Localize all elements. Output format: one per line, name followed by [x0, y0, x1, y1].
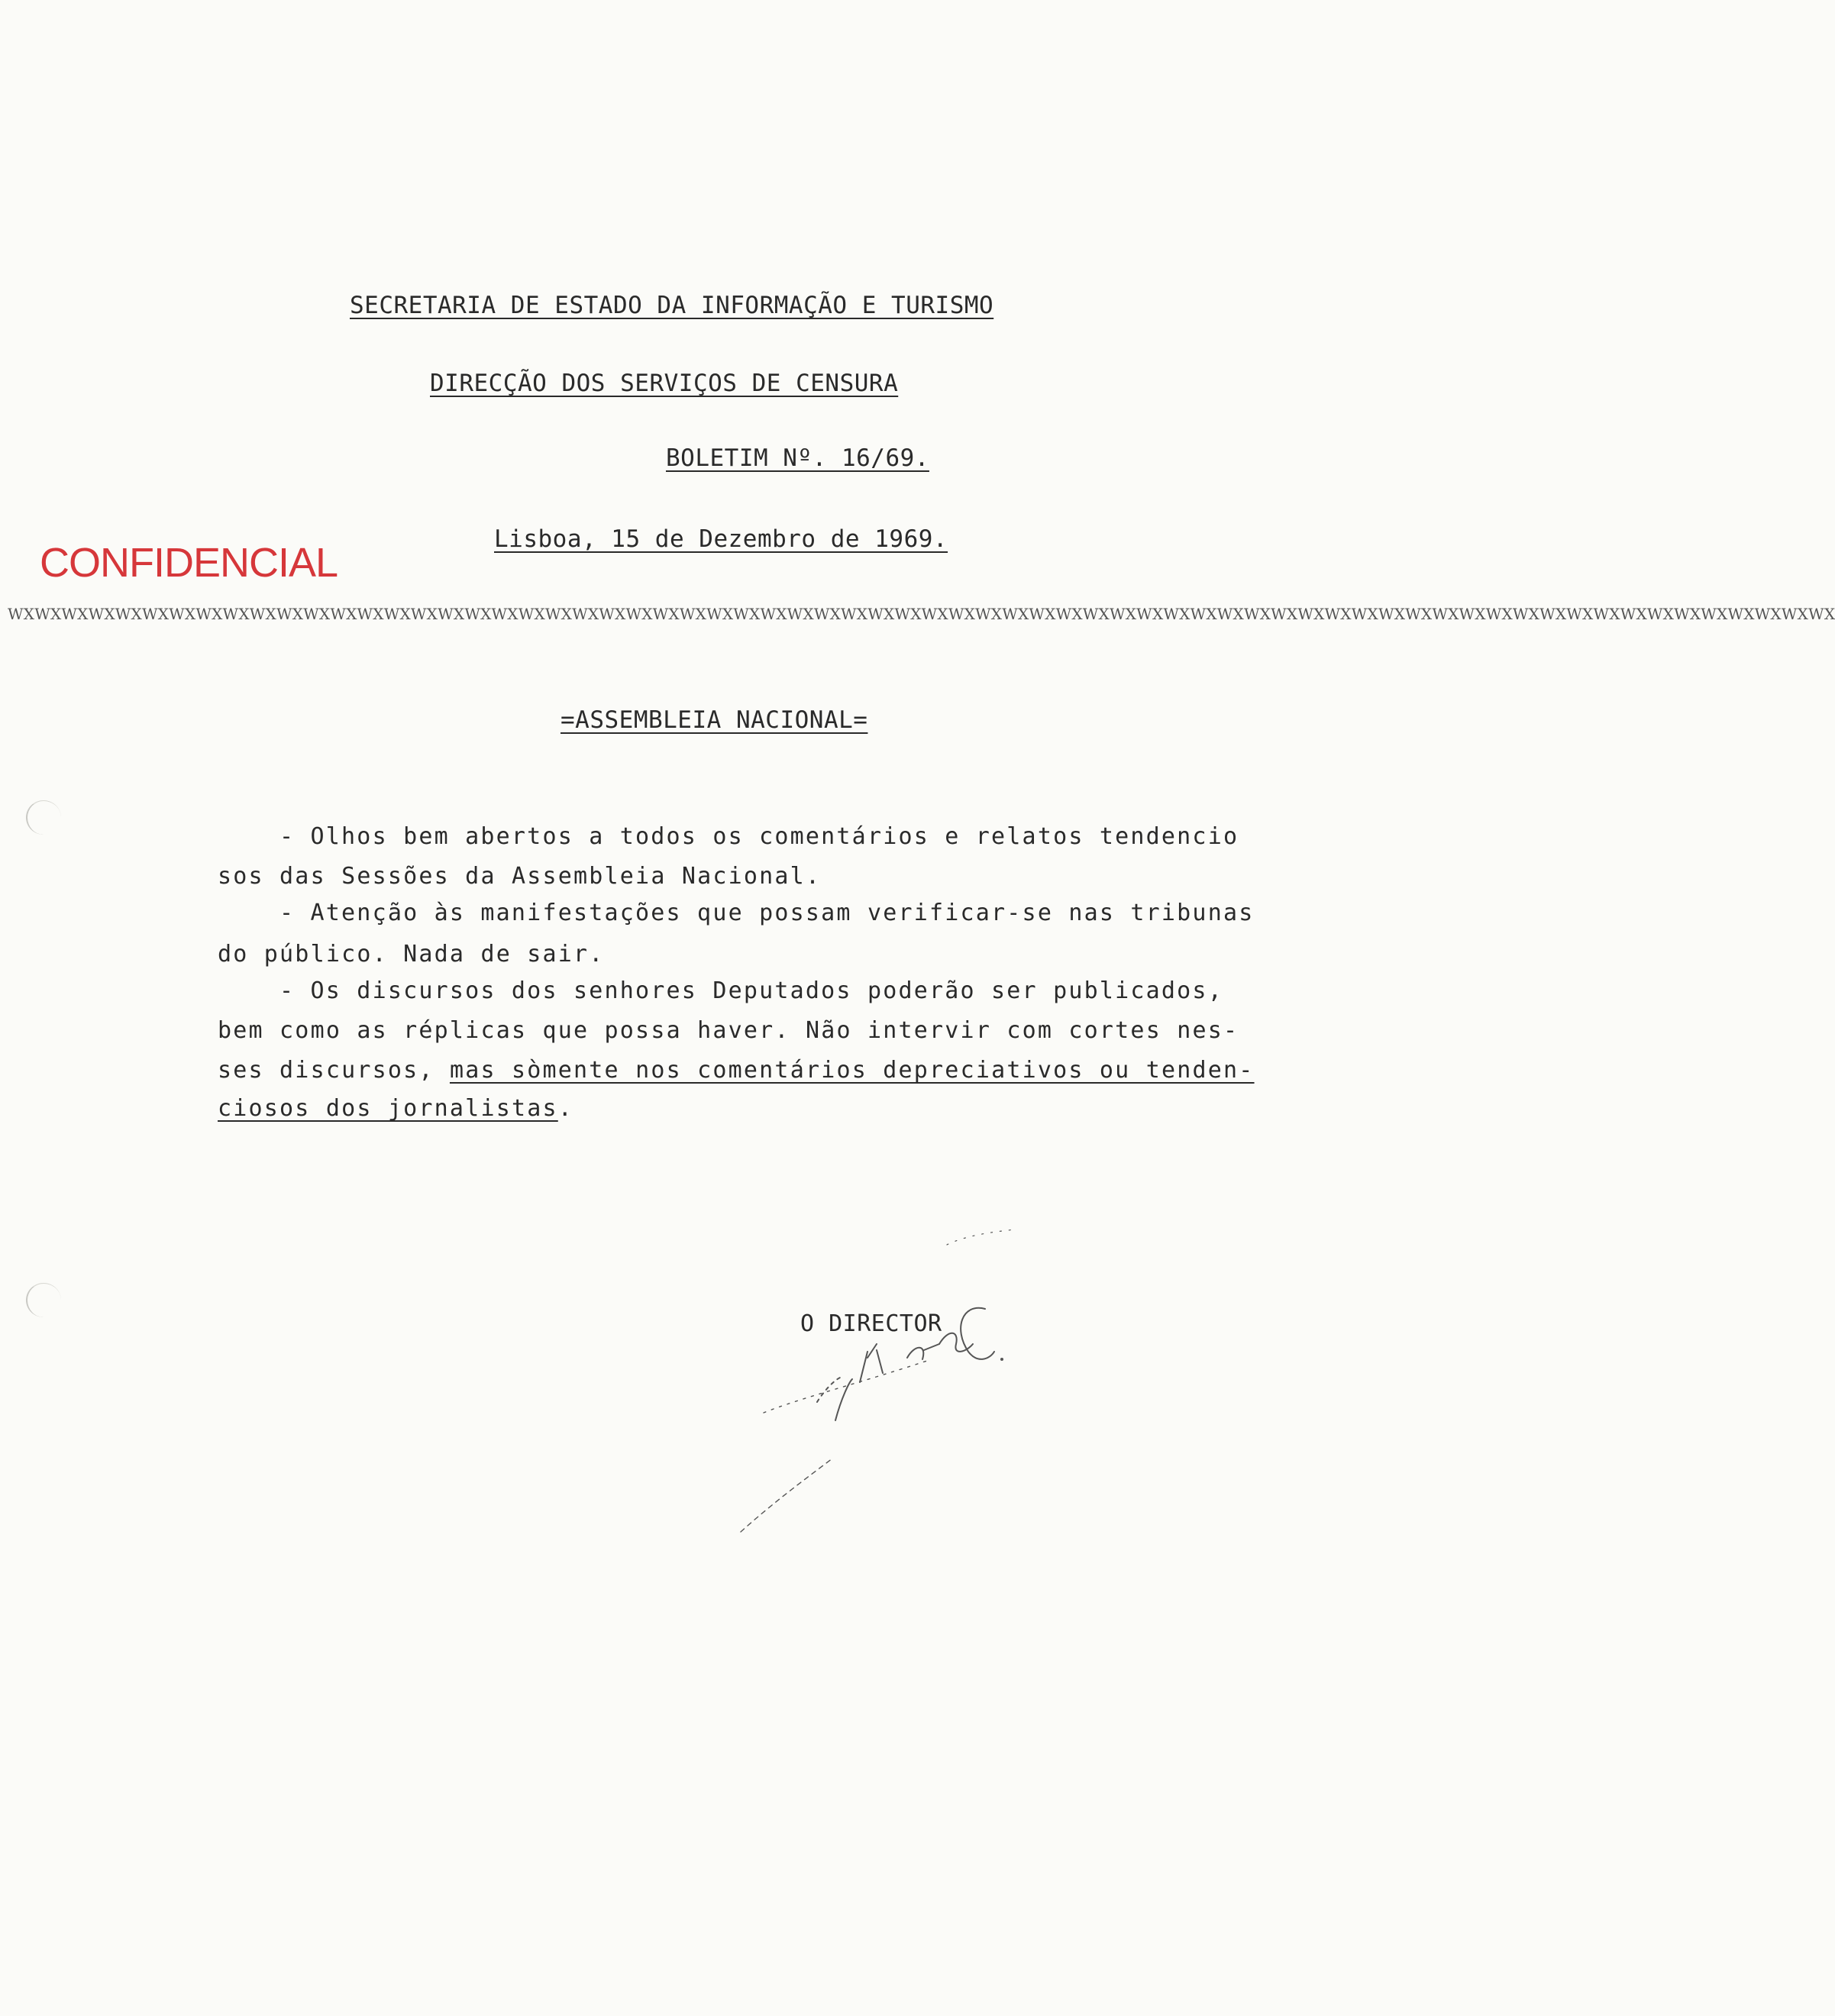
- paragraph-3-line-4: [218, 1095, 573, 1122]
- paragraph-3-line-3-plain: ses discursos,: [218, 1057, 450, 1084]
- paragraph-3-line-4-end: .: [557, 1095, 574, 1122]
- paragraph-3-line-3: [218, 1057, 1255, 1084]
- separator-line: WXWXWXWXWXWXWXWXWXWXWXWXWXWXWXWXWXWXWXWXWXWXWXWXWXWXWXWXWXWXWXWXWXWXWXWXWXWXWXWXWXWXWXWXWXWXWXWXWXWXWXWXWXWXWXWXWXWXWXWXWXWXWXWXWXWXWXWX: [8, 605, 1835, 623]
- paragraph-3-line-2: bem como as réplicas que possa haver. Não intervir com cortes nes-: [218, 1017, 1239, 1044]
- section-title: [561, 706, 867, 734]
- paragraph-1-line-2: sos das Sessões da Assembleia Nacional.: [218, 863, 822, 890]
- department-header: DIRECÇÃO DOS SERVIÇOS DE CENSURA: [430, 370, 899, 397]
- paragraph-2-line-2: do público. Nada de sair.: [218, 941, 605, 968]
- paragraph-3-line-1: - Os discursos dos senhores Deputados poderão ser publicados,: [279, 977, 1223, 1004]
- ministry-header: SECRETARIA DE ESTADO DA INFORMAÇÃO E TURISMO: [350, 292, 994, 319]
- punch-hole-top: [26, 800, 61, 835]
- handwritten-signature: [710, 1229, 1031, 1550]
- paragraph-2-line-1: - Atenção às manifestações que possam verificar-se nas tribunas: [279, 900, 1255, 926]
- punch-hole-bottom: [26, 1283, 61, 1317]
- section-title-text: =ASSEMBLEIA NACIONAL=: [561, 706, 868, 734]
- confidential-stamp: CONFIDENCIAL: [40, 540, 338, 586]
- paragraph-1-line-1: - Olhos bem abertos a todos os comentários e relatos tendencio: [279, 823, 1239, 850]
- bulletin-number: BOLETIM Nº. 16/69.: [666, 444, 929, 472]
- dateline: Lisboa, 15 de Dezembro de 1969.: [494, 525, 948, 553]
- paragraph-3-line-4-underlined: ciosos dos jornalistas: [218, 1095, 558, 1122]
- paragraph-3-line-3-underlined: mas sòmente nos comentários depreciativos ou tenden-: [449, 1057, 1255, 1084]
- signatory-title: O DIRECTOR: [800, 1310, 942, 1337]
